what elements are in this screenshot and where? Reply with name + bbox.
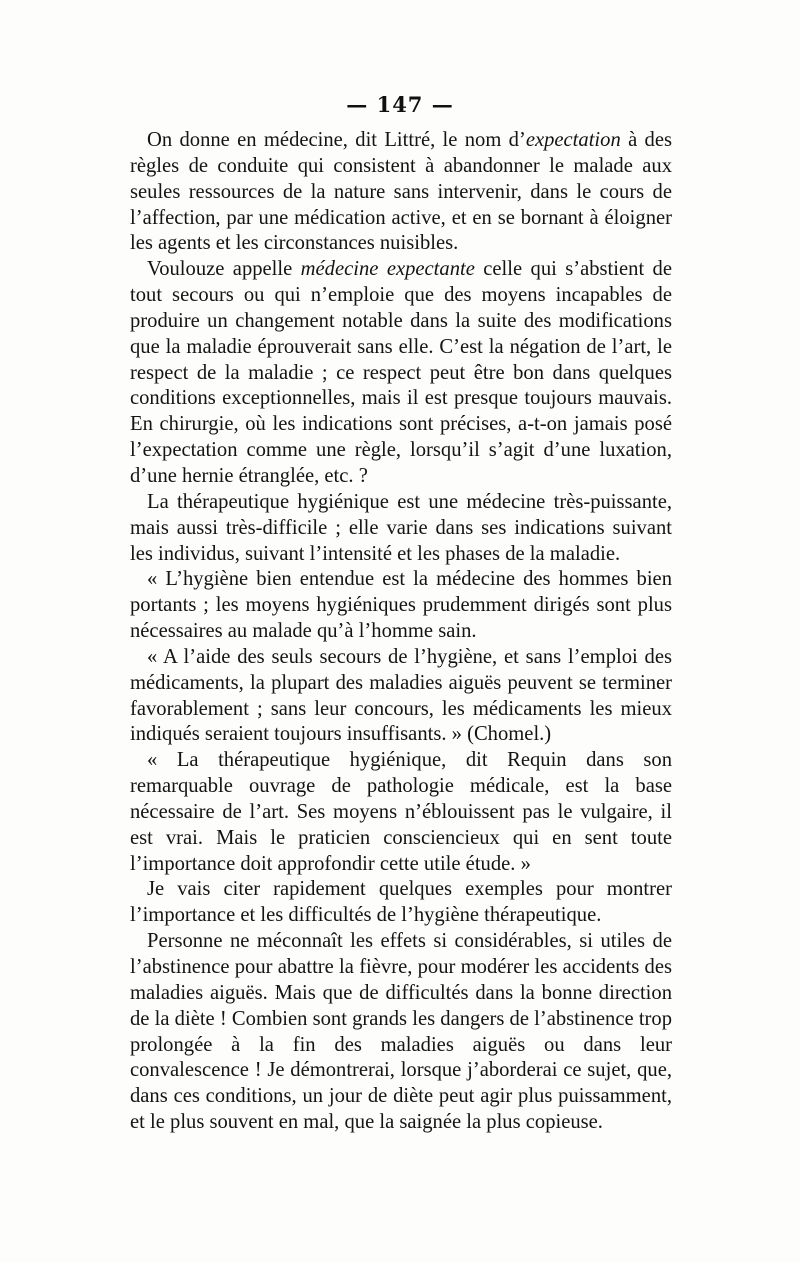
paragraph xyxy=(130,128,672,257)
text-run: « L’hygiène bien entendue est la médecine des hommes bien portants ; les moyens hygiéniques prudemment dirigés sont plus nécessaires au malade qu’à l’homme sain. xyxy=(130,568,672,643)
paragraph xyxy=(130,490,672,568)
text-run: Personne ne méconnaît les effets si considérables, si utiles de l’abstinence pour abattre la fièvre, pour modérer les accidents des maladies aiguës. Mais que de difficultés dans la bonne direction de la diète ! Combien sont grands les dangers de l’abstinence trop prolongée à la fin des maladies aiguës ou dans leur convalescence ! Je démontrerai, lorsque j’aborderai ce sujet, que, dans ces conditions, un jour de diète peut agir plus puissamment, et le plus souvent en mal, que la saignée la plus copieuse. xyxy=(130,930,672,1134)
paragraph xyxy=(130,748,672,877)
paragraph xyxy=(130,645,672,748)
text-run: Voulouze appelle xyxy=(147,258,301,281)
paragraph xyxy=(130,257,672,490)
paragraph xyxy=(130,877,672,929)
text-run: Je vais citer rapidement quelques exemples pour montrer l’importance et les difficultés de l’hygiène thérapeutique. xyxy=(130,878,672,927)
page-number: — 147 — xyxy=(346,92,454,117)
text-run: On donne en médecine, dit Littré, le nom d’ xyxy=(147,129,526,151)
text-run: celle qui s’abstient de tout secours ou qui n’emploie que des moyens incapables de produire un changement notable dans la suite des modifications que la maladie éprouverait sans elle. C’est la négation de l’art, le respect de la maladie ; ce respect peut être bon dans quelques conditions exceptionnelles, mais il est presque toujours mauvais. En chirurgie, où les indications sont précises, a-t-on jamais posé l’expectation comme une règle, lorsqu’il s’agit d’une luxation, d’une hernie étranglée, etc. ? xyxy=(130,258,672,487)
paragraph xyxy=(130,567,672,645)
body-text xyxy=(130,128,672,1136)
text-run: « A l’aide des seuls secours de l’hygiène, et sans l’emploi des médicaments, la plupart des maladies aiguës peuvent se terminer favorablement ; sans leur concours, les médicaments les mieux indiqués seraient toujours insuffisants. » (Chomel.) xyxy=(130,645,672,746)
text-run: La thérapeutique hygiénique est une médecine très-puissante, mais aussi très-difficile ; elle varie dans ses indications suivant les individus, suivant l’intensité et les phases de la maladie. xyxy=(130,490,672,565)
paragraph xyxy=(130,929,672,1136)
italic-term: expectation xyxy=(525,129,621,151)
italic-term: médecine expectante xyxy=(300,258,475,281)
text-run: à des règles de conduite qui consistent à abandonner le malade aux seules ressources de la nature sans intervenir, dans le cours de l’affection, par une médication active, et en se bornant à éloigner les agents et les circonstances nuisibles. xyxy=(130,129,672,255)
text-run: « La thérapeutique hygiénique, dit Requin dans son remarquable ouvrage de pathologie médicale, est la base nécessaire de l’art. Ses moyens n’éblouissent pas le vulgaire, il est vrai. Mais le praticien consciencieux qui en sent toute l’importance doit approfondir cette utile étude. » xyxy=(130,749,672,875)
